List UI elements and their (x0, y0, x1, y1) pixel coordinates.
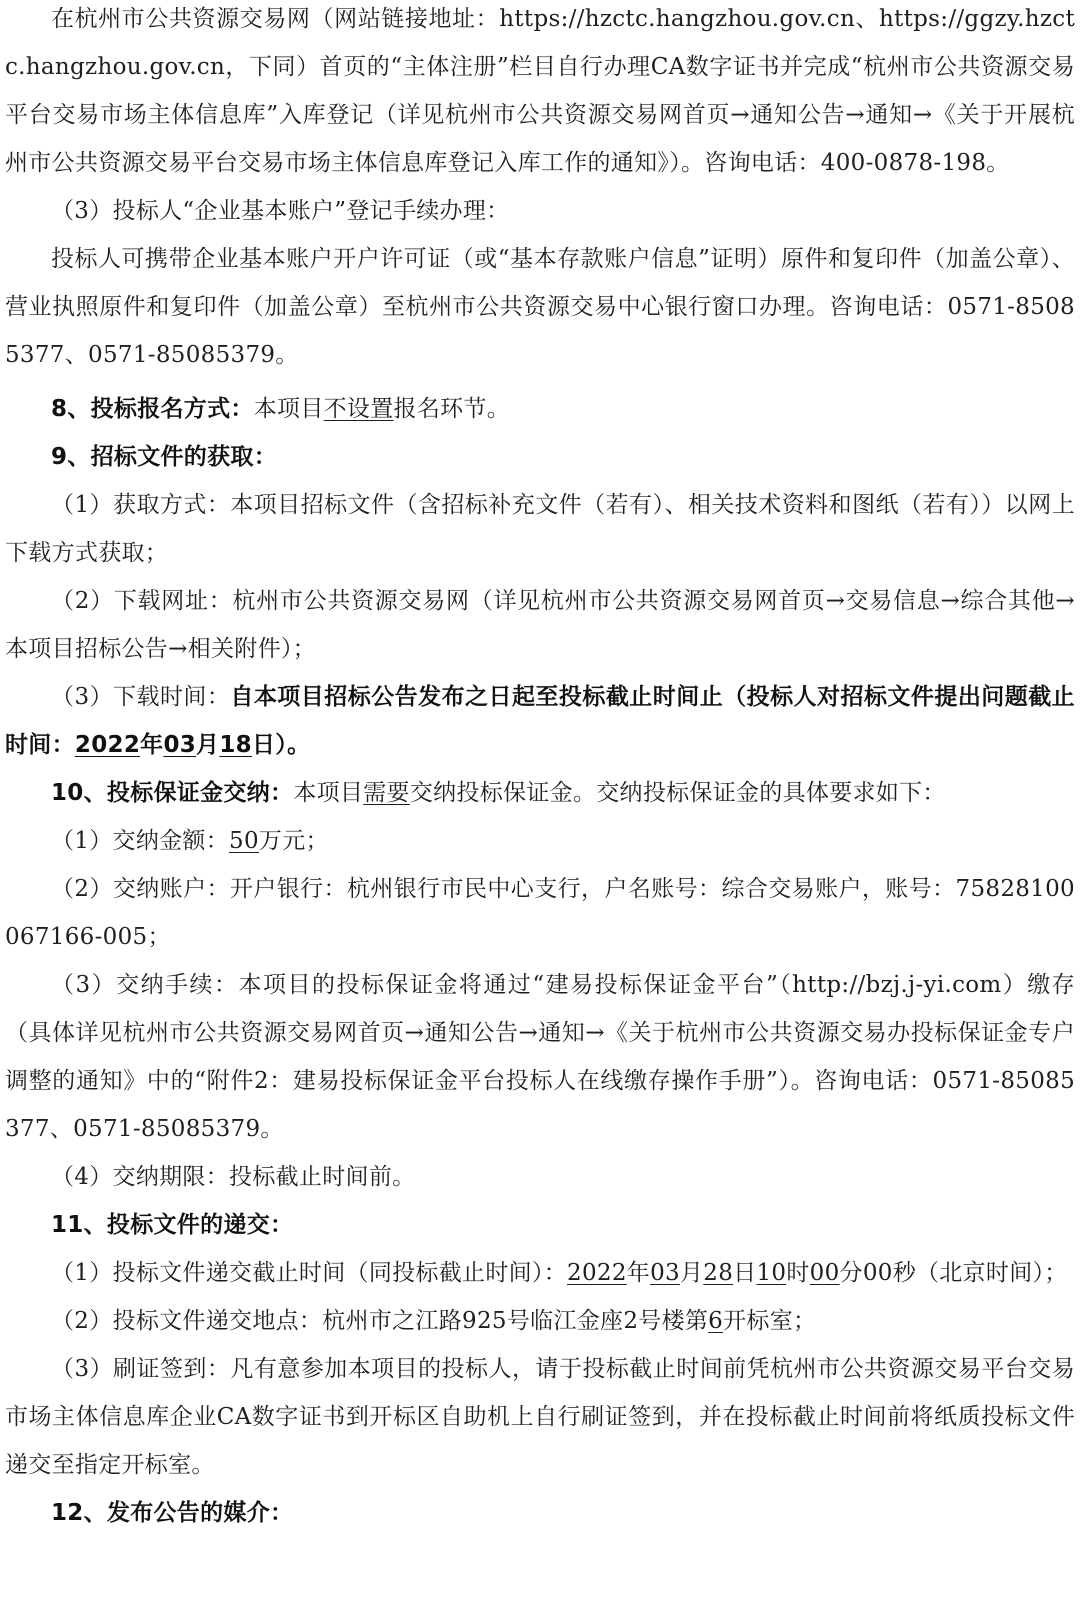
paragraph-section-11-2 (5, 1297, 1075, 1345)
bold-text: 自本项目招标公告发布之日起至投标截止时间止（投标人对招标文件提出问题截止时间： (5, 684, 1075, 758)
text-segment: （1）投标文件递交截止时间（同投标截止时间）： (51, 1260, 568, 1286)
paragraph-section-11-3 (5, 1345, 1075, 1489)
paragraph-section-9 (5, 433, 1075, 481)
bold-text: 11、投标文件的递交： (51, 1212, 294, 1238)
text-segment: （2）交纳账户：开户银行：杭州银行市民中心支行，户名账号：综合交易账户，账号：75828100067166-005； (5, 876, 1075, 950)
paragraph-basic-account-title (5, 187, 1075, 235)
paragraph-basic-account-body (5, 235, 1075, 379)
paragraph-section-11-1 (5, 1249, 1075, 1297)
text-segment: （1）获取方式：本项目招标文件（含招标补充文件（若有）、相关技术资料和图纸（若有））以网上下载方式获取； (5, 492, 1075, 566)
paragraph-section-8 (5, 385, 1075, 433)
paragraph-section-9-1 (5, 481, 1075, 577)
paragraph-section-9-3 (5, 673, 1075, 769)
underlined-value: 50 (229, 828, 259, 854)
bold-text: 03 (163, 732, 197, 758)
text-segment: 在杭州市公共资源交易网（网站链接地址：https://hzctc.hangzhou.gov.cn、https://ggzy.hzctc.hangzhou.gov.cn，下同）首页的“主体注册”栏目自行办理CA数字证书并完成“杭州市公共资源交易平台交易市场主体信息库”入库登记（详见杭州市公共资源交易网首页→通知公告→通知→《关于开展杭州市公共资源交易平台交易市场主体信息库登记入库工作的通知》）。咨询电话：400-0878-198。 (5, 6, 1075, 176)
text-segment: （1）交纳金额： (51, 828, 230, 854)
paragraph-section-12 (5, 1489, 1075, 1537)
text-segment: 本项目 (293, 780, 364, 806)
bold-text: 18 (219, 732, 252, 758)
underlined-value: 00 (809, 1260, 840, 1286)
underlined-value: 2022 (567, 1260, 627, 1286)
bold-text: 12、发布公告的媒介： (51, 1500, 294, 1526)
text-segment: 报名环节。 (393, 396, 511, 422)
text-segment: 交纳投标保证金。交纳投标保证金的具体要求如下： (409, 780, 946, 806)
text-segment: 本项目 (253, 396, 324, 422)
underlined-value: 6 (708, 1308, 724, 1334)
underlined-value: 不设置 (323, 396, 394, 422)
underlined-value: 10 (756, 1260, 787, 1286)
paragraph-section-10-1 (5, 817, 1075, 865)
text-segment: （2）下载网址：杭州市公共资源交易网（详见杭州市公共资源交易网首页→交易信息→综合其他→本项目招标公告→相关附件）； (5, 588, 1075, 662)
text-segment: 年 (626, 1260, 651, 1286)
bold-text: 2022 (74, 732, 141, 758)
bold-text: 8、投标报名方式： (51, 396, 254, 422)
bold-text: 年 (140, 732, 164, 758)
paragraph-hzctc-registration (5, 0, 1075, 187)
bold-text: 9、招标文件的获取： (51, 444, 278, 470)
paragraph-section-10 (5, 769, 1075, 817)
underlined-value: 28 (703, 1260, 734, 1286)
text-segment: （4）交纳期限：投标截止时间前。 (51, 1164, 416, 1190)
text-segment: 万元； (258, 828, 329, 854)
paragraph-section-10-2 (5, 865, 1075, 961)
text-segment: 分00秒（北京时间）； (839, 1260, 1068, 1286)
text-segment: 时 (786, 1260, 810, 1286)
paragraph-section-11 (5, 1201, 1075, 1249)
paragraph-section-10-4 (5, 1153, 1075, 1201)
underlined-value: 03 (650, 1260, 680, 1286)
paragraph-section-10-3 (5, 961, 1075, 1153)
bold-text: 月 (196, 732, 220, 758)
text-segment: （2）投标文件递交地点：杭州市之江路925号临江金座2号楼第 (51, 1308, 709, 1334)
text-segment: 开标室； (723, 1308, 817, 1334)
text-segment: 月 (679, 1260, 704, 1286)
text-segment: 日 (733, 1260, 757, 1286)
bold-text: 10、投标保证金交纳： (51, 780, 294, 806)
tender-notice-document (5, 0, 1075, 1537)
underlined-value: 需要 (363, 780, 410, 806)
text-segment: （3）交纳手续：本项目的投标保证金将通过“建易投标保证金平台”（http://bzj.j-yi.com）缴存（具体详见杭州市公共资源交易网首页→通知公告→通知→《关于杭州市公共资源交易办投标保证金专户调整的通知》中的“附件2：建易投标保证金平台投标人在线缴存操作手册”）。咨询电话：0571-85085377、0571-85085379。 (5, 972, 1075, 1142)
text-segment: （3）投标人“企业基本账户”登记手续办理： (51, 198, 510, 224)
bold-text: 日）。 (251, 732, 311, 758)
paragraph-section-9-2 (5, 577, 1075, 673)
text-segment: 投标人可携带企业基本账户开户许可证（或“基本存款账户信息”证明）原件和复印件（加盖公章）、营业执照原件和复印件（加盖公章）至杭州市公共资源交易中心银行窗口办理。咨询电话：0571-85085377、0571-85085379。 (5, 246, 1075, 368)
text-segment: （3）刷证签到：凡有意参加本项目的投标人，请于投标截止时间前凭杭州市公共资源交易平台交易市场主体信息库企业CA数字证书到开标区自助机上自行刷证签到，并在投标截止时间前将纸质投标文件递交至指定开标室。 (5, 1356, 1075, 1478)
text-segment: （3）下载时间： (51, 684, 231, 710)
